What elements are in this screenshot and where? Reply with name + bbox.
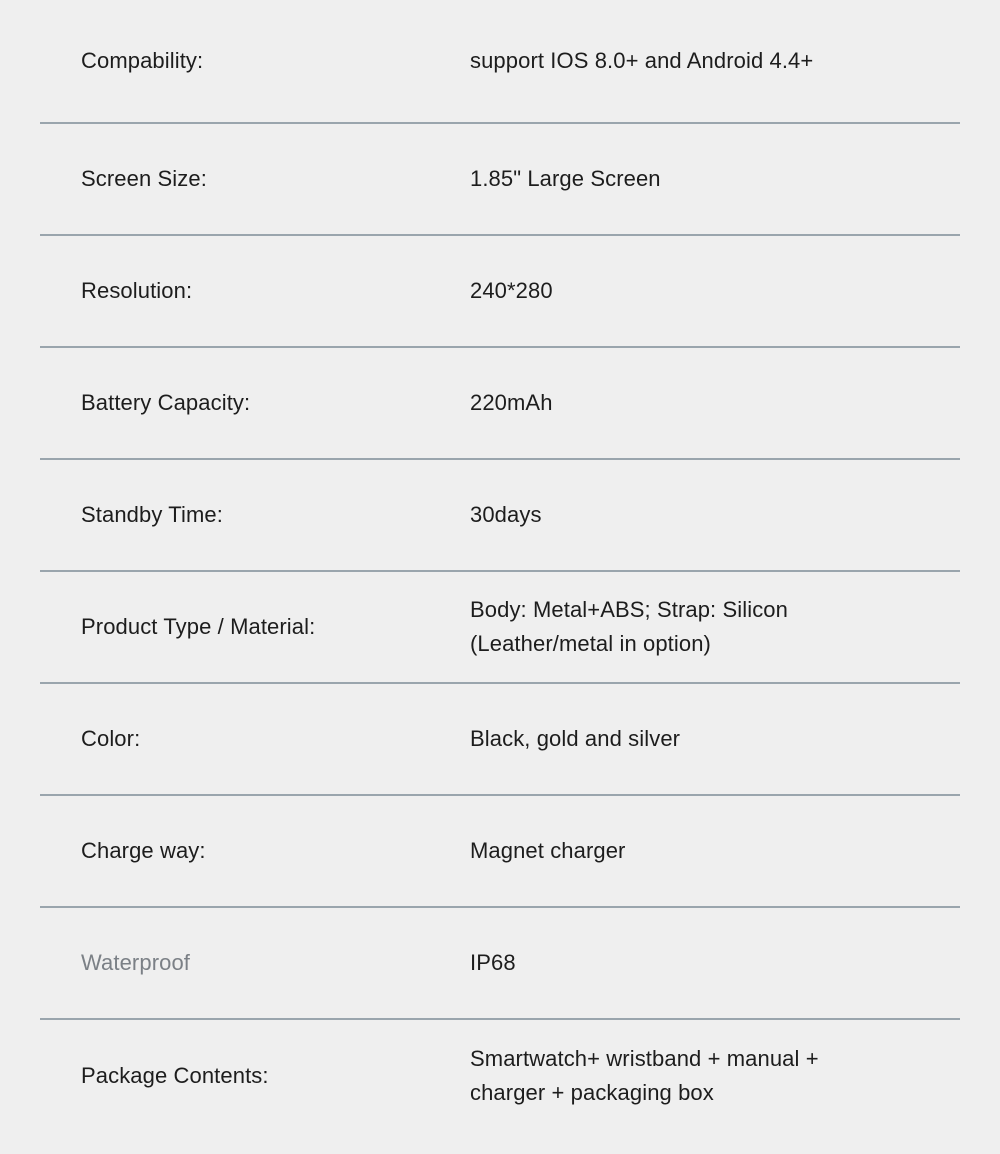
table-row xyxy=(40,124,960,236)
spec-value xyxy=(430,1042,960,1110)
spec-value-line: Smartwatch+ wristband + manual + xyxy=(470,1046,819,1071)
table-row xyxy=(40,236,960,348)
spec-value xyxy=(430,834,960,868)
spec-value-line: 1.85" Large Screen xyxy=(470,166,661,191)
spec-value-line: support IOS 8.0+ and Android 4.4+ xyxy=(470,48,814,73)
spec-label: Resolution: xyxy=(81,278,193,303)
spec-label: Charge way: xyxy=(81,838,206,863)
table-row xyxy=(40,908,960,1020)
spec-value-line: Black, gold and silver xyxy=(470,726,681,751)
spec-value-line: Magnet charger xyxy=(470,838,626,863)
spec-value-line: (Leather/metal in option) xyxy=(470,631,711,656)
spec-label: Product Type / Material: xyxy=(81,614,316,639)
spec-label: Screen Size: xyxy=(81,166,207,191)
table-row xyxy=(40,572,960,684)
spec-value xyxy=(430,386,960,420)
spec-value xyxy=(430,162,960,196)
spec-label: Package Contents: xyxy=(81,1063,269,1088)
spec-value-line: IP68 xyxy=(470,950,516,975)
spec-label: Battery Capacity: xyxy=(81,390,251,415)
spec-value xyxy=(430,498,960,532)
spec-value-line: Body: Metal+ABS; Strap: Silicon xyxy=(470,597,788,622)
table-row xyxy=(40,1020,960,1132)
spec-value-line: 240*280 xyxy=(470,278,553,303)
spec-value-line: 220mAh xyxy=(470,390,553,415)
spec-value xyxy=(430,946,960,980)
spec-value xyxy=(430,722,960,756)
table-row xyxy=(40,684,960,796)
spec-value-line: 30days xyxy=(470,502,542,527)
table-row xyxy=(40,460,960,572)
spec-value-line: charger + packaging box xyxy=(470,1080,714,1105)
table-row xyxy=(40,796,960,908)
spec-value xyxy=(430,274,960,308)
table-row xyxy=(40,0,960,124)
spec-value xyxy=(430,593,960,661)
spec-label: Color: xyxy=(81,726,141,751)
spec-label: Waterproof xyxy=(81,950,191,975)
spec-label: Standby Time: xyxy=(81,502,223,527)
spec-label: Compability: xyxy=(81,48,204,73)
table-row xyxy=(40,348,960,460)
spec-value xyxy=(430,44,960,78)
